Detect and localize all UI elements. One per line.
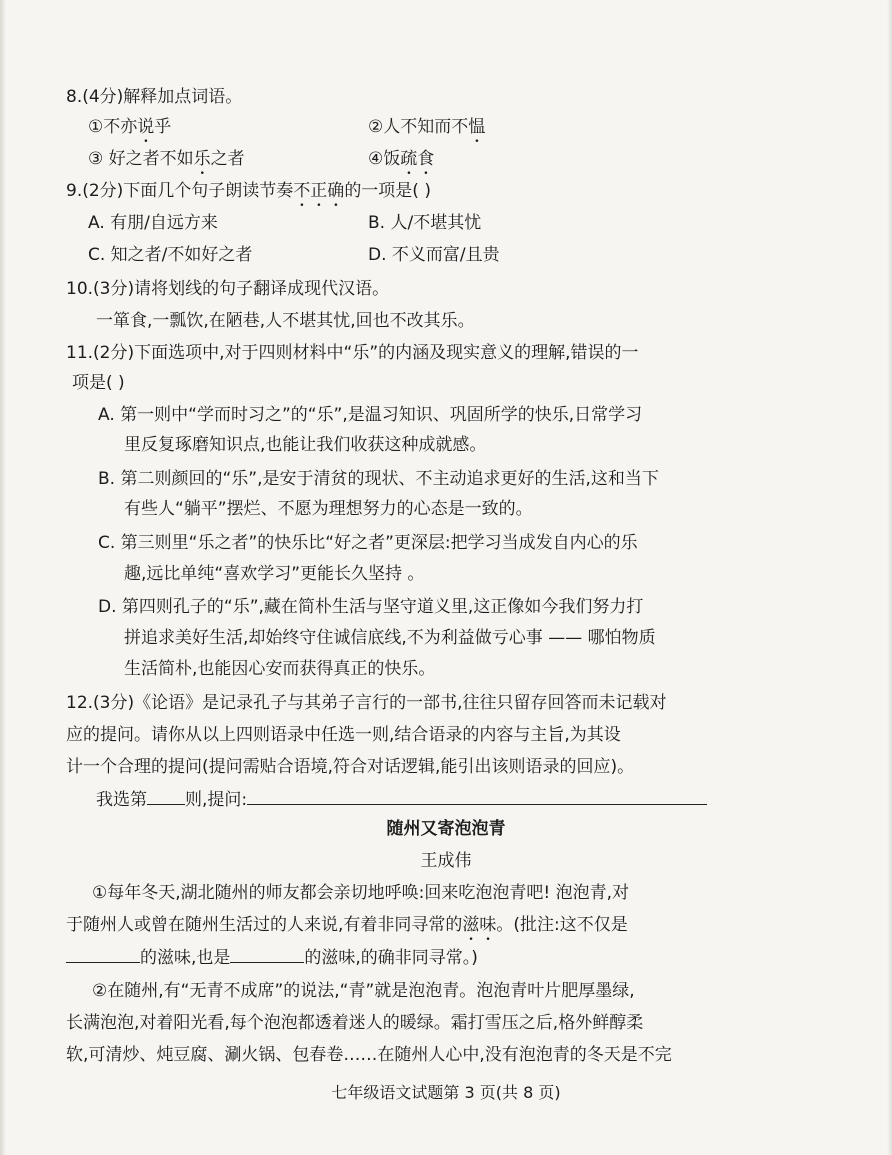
- scan-edge-left: [0, 0, 6, 1155]
- q9-option-b: B. 人/不堪其忧: [368, 213, 482, 233]
- q11-option-d-l2: 拼追求美好生活,却始终守住诚信底线,不为利益做亏心事 —— 哪怕物质: [124, 628, 656, 648]
- comment-blank-1[interactable]: [66, 944, 140, 963]
- paragraph-1-l2: 于随州人或曾在随州生活过的人来说,有着非同寻常的滋味。(批注:这不仅是: [66, 915, 628, 935]
- paragraph-2-l2: 长满泡泡,对着阳光看,每个泡泡都透着迷人的暖绿。霜打雪压之后,格外鲜醇柔: [66, 1013, 644, 1033]
- q11-option-d-l3: 生活简朴,也能因心安而获得真正的快乐。: [124, 659, 436, 679]
- q11-option-b-l2: 有些人“躺平”摆烂、不愿为理想努力的心态是一致的。: [124, 499, 533, 519]
- q8-item-1: ①不亦说乎: [88, 117, 172, 137]
- question-12-answer: 我选第 则,提问:: [96, 786, 707, 813]
- paragraph-1-l1: ①每年冬天,湖北随州的师友都会亲切地呼唤:回来吃泡泡青吧! 泡泡青,对: [92, 883, 629, 903]
- question-11-cont: 项是( ): [72, 373, 125, 393]
- question-12-l1: 12.(3分)《论语》是记录孔子与其弟子言行的一部书,往往只留存回答而未记载对: [66, 693, 667, 713]
- question-12-l2: 应的提问。请你从以上四则语录中任选一则,结合语录的内容与主旨,为其设: [66, 725, 621, 745]
- comment-blank-2[interactable]: [230, 944, 304, 963]
- article-author: 王成伟: [420, 851, 472, 871]
- question-11: 11.(2分)下面选项中,对于四则材料中“乐”的内涵及现实意义的理解,错误的一: [66, 343, 639, 363]
- question-8: 8.(4分)解释加点词语。: [66, 87, 243, 107]
- q9-option-a: A. 有朋/自远方来: [88, 213, 218, 233]
- page-footer: 七年级语文试题第 3 页(共 8 页): [331, 1083, 561, 1102]
- paragraph-1-l3: 的滋味,也是 的滋味,的确非同寻常。): [66, 944, 478, 971]
- q8-item-3: ③ 好之者不如乐之者: [88, 149, 245, 169]
- chapter-blank[interactable]: [147, 786, 185, 805]
- q8-item-4: ④饭疏食: [368, 149, 435, 169]
- q9-option-d: D. 不义而富/且贵: [368, 245, 500, 265]
- q8-item-2: ②人不知而不愠: [368, 117, 486, 137]
- question-9: 9.(2分)下面几个句子朗读节奏不正确的一项是( ): [66, 181, 431, 201]
- scan-edge-right: [887, 0, 892, 1155]
- q11-option-a-l1: A. 第一则中“学而时习之”的“乐”,是温习知识、巩固所学的快乐,日常学习: [98, 405, 643, 425]
- question-answer-blank[interactable]: [247, 786, 707, 805]
- paragraph-2-l1: ②在随州,有“无青不成席”的说法,“青”就是泡泡青。泡泡青叶片肥厚墨绿,: [92, 981, 635, 1001]
- question-12-l3: 计一个合理的提问(提问需贴合语境,符合对话逻辑,能引出该则语录的回应)。: [66, 757, 635, 777]
- q11-option-d-l1: D. 第四则孔子的“乐”,藏在简朴生活与坚守道义里,这正像如今我们努力打: [98, 597, 644, 617]
- article-title: 随州又寄泡泡青: [386, 819, 506, 839]
- q11-option-c-l1: C. 第三则里“乐之者”的快乐比“好之者”更深层:把学习当成发自内心的乐: [98, 533, 638, 553]
- q9-option-c: C. 知之者/不如好之者: [88, 245, 253, 265]
- question-10: 10.(3分)请将划线的句子翻译成现代汉语。: [66, 279, 390, 299]
- q10-sentence: 一箪食,一瓢饮,在陋巷,人不堪其忧,回也不改其乐。: [96, 311, 475, 331]
- q11-option-c-l2: 趣,远比单纯“喜欢学习”更能长久坚持 。: [124, 564, 425, 584]
- q11-option-a-l2: 里反复琢磨知识点,也能让我们收获这种成就感。: [124, 435, 487, 455]
- paragraph-2-l3: 软,可清炒、炖豆腐、涮火锅、包春卷……在随州人心中,没有泡泡青的冬天是不完: [66, 1045, 672, 1065]
- q11-option-b-l1: B. 第二则颜回的“乐”,是安于清贫的现状、不主动追求更好的生活,这和当下: [98, 469, 659, 489]
